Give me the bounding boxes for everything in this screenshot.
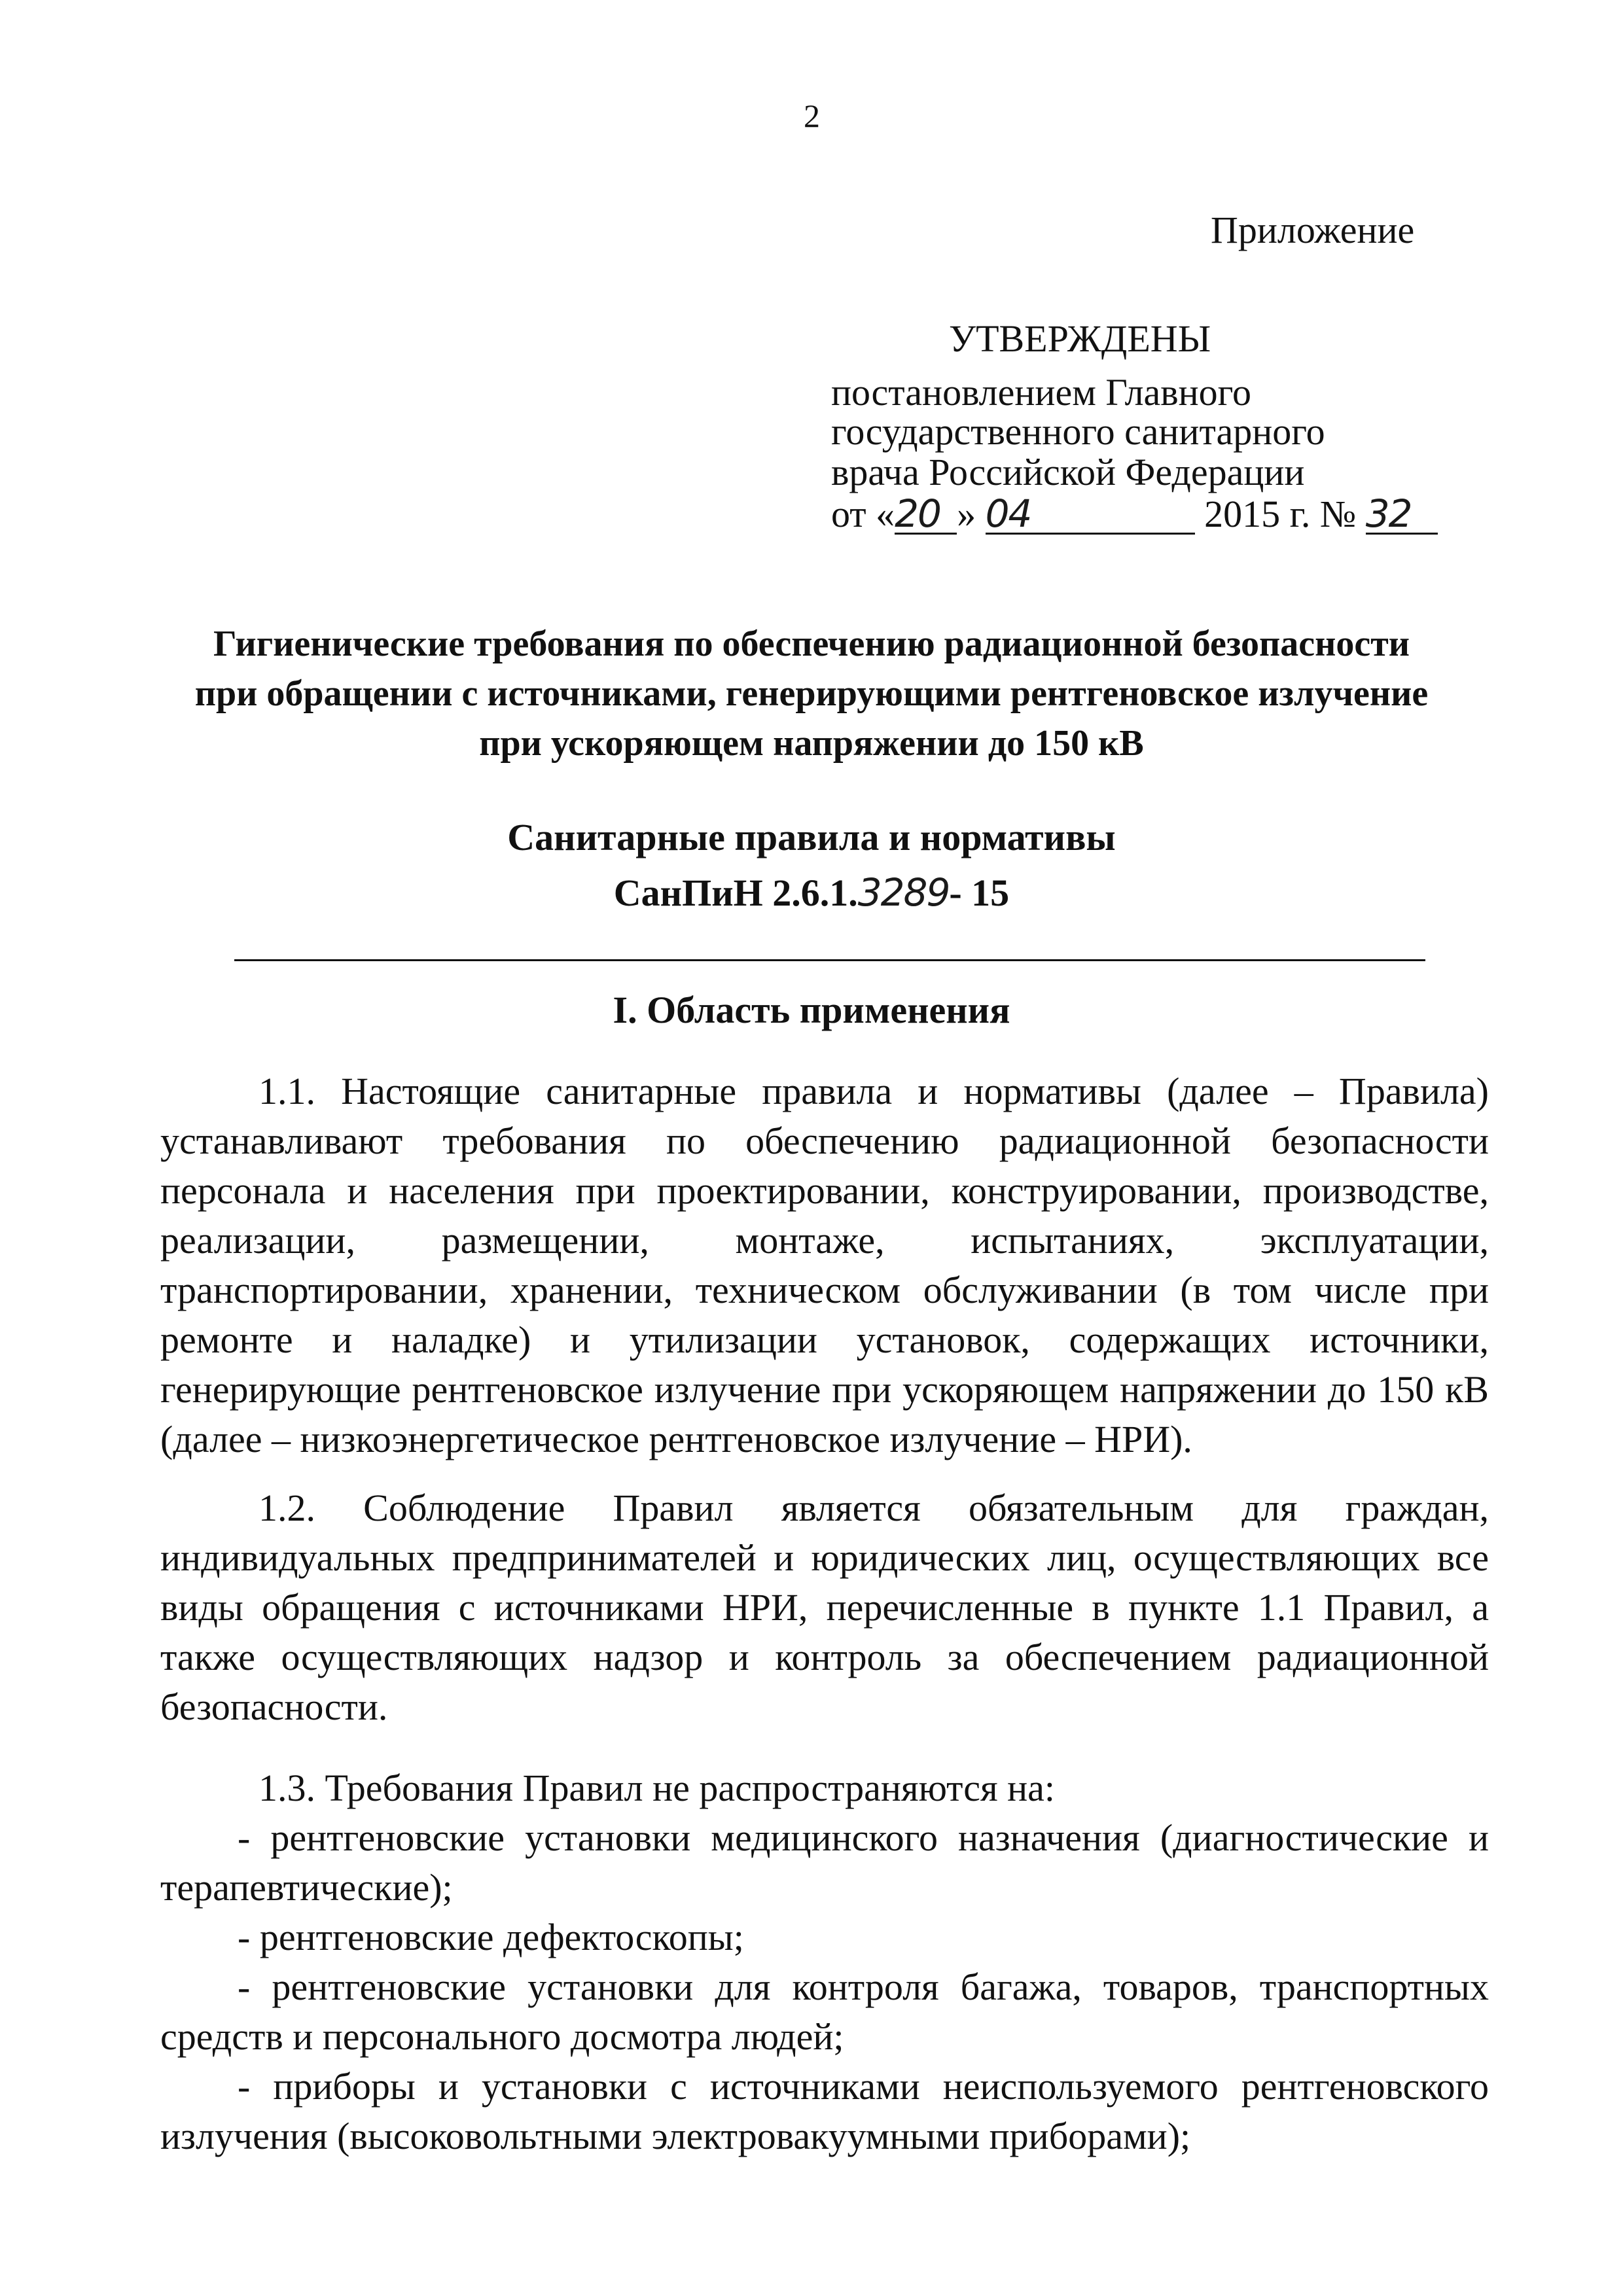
approval-title: УТВЕРЖДЕНЫ <box>949 317 1211 360</box>
paragraph-1-2: 1.2. Соблюдение Правил является обязательным для граждан, индивидуальных предпринимателей и юридических лиц, осуществляющих все виды обращения с источниками НРИ, перечисленные в пункте 1.1 Правил, а также осуществляющих надзор и контроль за обеспечением радиационной безопасности. <box>160 1487 1489 1728</box>
section-heading: I. Область применения <box>613 989 1010 1031</box>
paragraph-1-1: 1.1. Настоящие санитарные правила и нормативы (далее – Правила) устанавливают требования по обеспечению радиационной безопасности персонала и населения при проектировании, конструировании, производстве, реализации, размещении, монтаже, испытаниях, эксплуатации, транспортировании, хранении, техническом обслуживании (в том числе при ремонте и наладке) и утилизации установок, содержащих источники, генерирующие рентгеновское излучение при ускоряющем напряжении до 150 кВ (далее – низкоэнергетическое рентгеновское излучение – НРИ). <box>160 1070 1489 1460</box>
approval-date-line <box>831 492 1438 536</box>
date-day-handwritten: 20 <box>895 495 957 535</box>
exclusion-item: - рентгеновские установки для контроля багажа, товаров, транспортных средств и персонального досмотра людей; <box>160 1966 1489 2058</box>
code-suffix: - 15 <box>949 872 1010 914</box>
exclusion-item: - рентгеновские установки медицинского назначения (диагностические и терапевтические); <box>160 1816 1489 1909</box>
date-prefix: от « <box>831 493 895 535</box>
title-divider <box>234 959 1425 961</box>
date-year: 2015 г. № <box>1204 493 1357 535</box>
document-number-handwritten: 32 <box>1366 495 1438 535</box>
approval-line-2: государственного санитарного <box>831 410 1325 453</box>
page-number: 2 <box>804 97 820 134</box>
document-subtitle: Санитарные правила и нормативы <box>507 816 1116 858</box>
appendix-label: Приложение <box>1211 209 1415 251</box>
approval-line-3: врача Российской Федерации <box>831 451 1305 493</box>
document-code <box>0 870 1623 915</box>
approval-line-1: постановлением Главного <box>831 371 1252 414</box>
exclusion-item: - приборы и установки с источниками неиспользуемого рентгеновского излучения (высоковольтными электровакуумными приборами); <box>160 2065 1489 2157</box>
paragraph-1-3: 1.3. Требования Правил не распространяются на: <box>259 1767 1056 1809</box>
code-prefix: СанПиН 2.6.1. <box>613 872 858 914</box>
date-month-handwritten: 04 <box>986 495 1195 535</box>
exclusion-item: - рентгеновские дефектоскопы; <box>238 1916 744 1958</box>
document-title-line-2: при обращении с источниками, генерирующими рентгеновское излучение <box>194 673 1429 714</box>
code-number-handwritten: 3289 <box>857 870 950 915</box>
document-title-line-1: Гигиенические требования по обеспечению радиационной безопасности <box>213 624 1410 664</box>
date-mid: » <box>957 493 976 535</box>
document-title-line-3: при ускоряющем напряжении до 150 кВ <box>479 723 1144 764</box>
